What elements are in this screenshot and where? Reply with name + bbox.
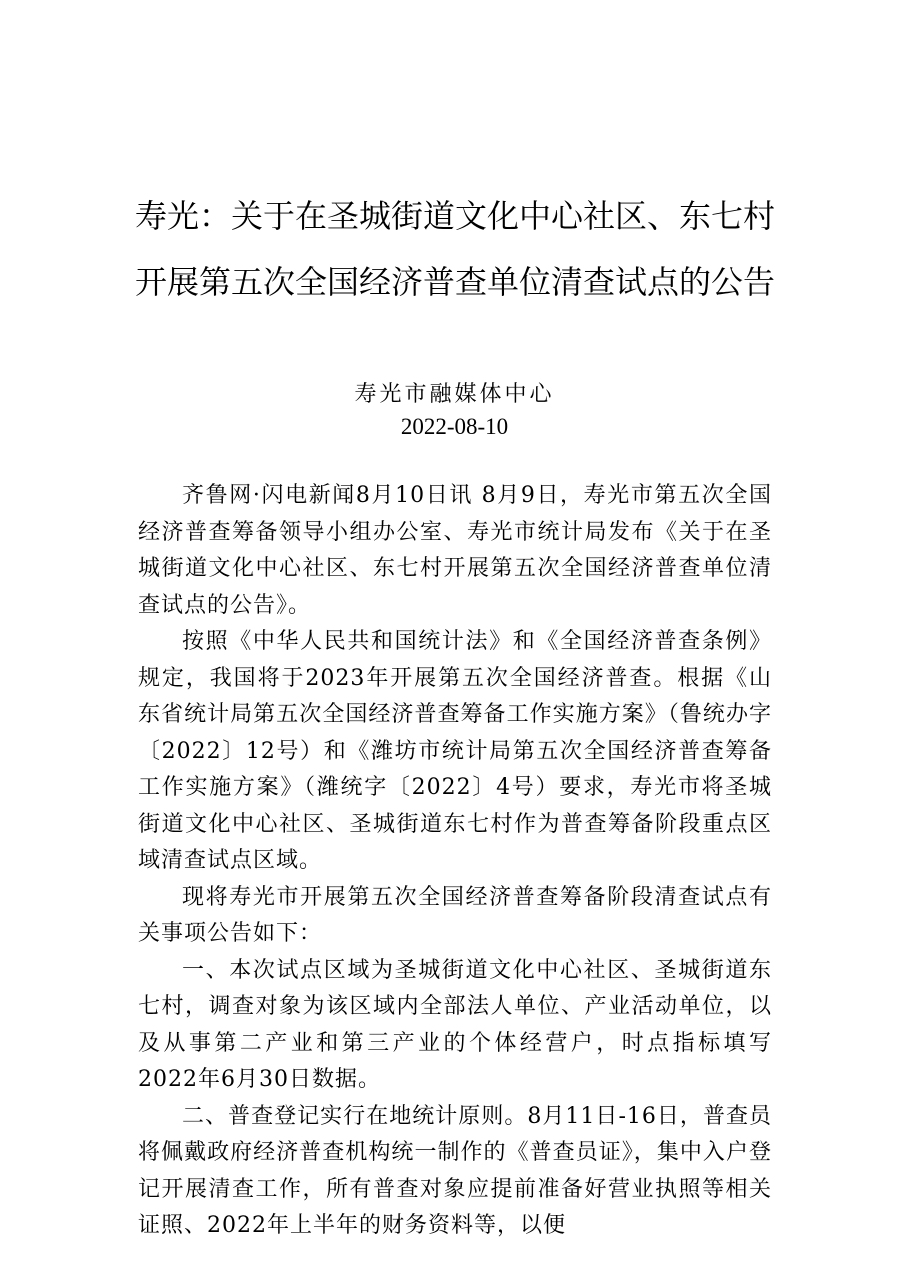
paragraph-item-1: 一、本次试点区域为圣城街道文化中心社区、圣城街道东七村，调查对象为该区域内全部法人单位、产业活动单位，以及从事第二产业和第三产业的个体经营户，时点指标填写2022年6月30日数据。 <box>138 957 772 1092</box>
article-source: 寿光市融媒体中心 <box>354 382 555 407</box>
paragraph-intro: 现将寿光市开展第五次全国经济普查筹备阶段清查试点有关事项公告如下： <box>138 884 772 946</box>
article-body <box>138 478 772 1245</box>
paragraph-basis: 按照《中华人民共和国统计法》和《全国经济普查条例》规定，我国将于2023年开展第五次全国经济普查。根据《山东省统计局第五次全国经济普查筹备工作实施方案》（鲁统办字〔2022〕12号）和《潍坊市统计局第五次全国经济普查筹备工作实施方案》（潍统字〔2022〕4号）要求，寿光市将圣城街道文化中心社区、圣城街道东七村作为普查筹备阶段重点区域清查试点区域。 <box>138 629 772 873</box>
paragraph-lead: 齐鲁网·闪电新闻8月10日讯 8月9日，寿光市第五次全国经济普查筹备领导小组办公室、寿光市统计局发布《关于在圣城街道文化中心社区、东七村开展第五次全国经济普查单位清查试点的公告》。 <box>138 483 772 618</box>
article-date: 2022-08-10 <box>400 414 509 439</box>
article-title: 寿光：关于在圣城街道文化中心社区、东七村开展第五次全国经济普查单位清查试点的公告 <box>134 197 775 301</box>
paragraph-item-2: 二、普查登记实行在地统计原则。8月11日-16日，普查员将佩戴政府经济普查机构统一制作的《普查员证》，集中入户登记开展清查工作，所有普查对象应提前准备好营业执照等相关证照、2022年上半年的财务资料等，以便 <box>138 1103 772 1238</box>
